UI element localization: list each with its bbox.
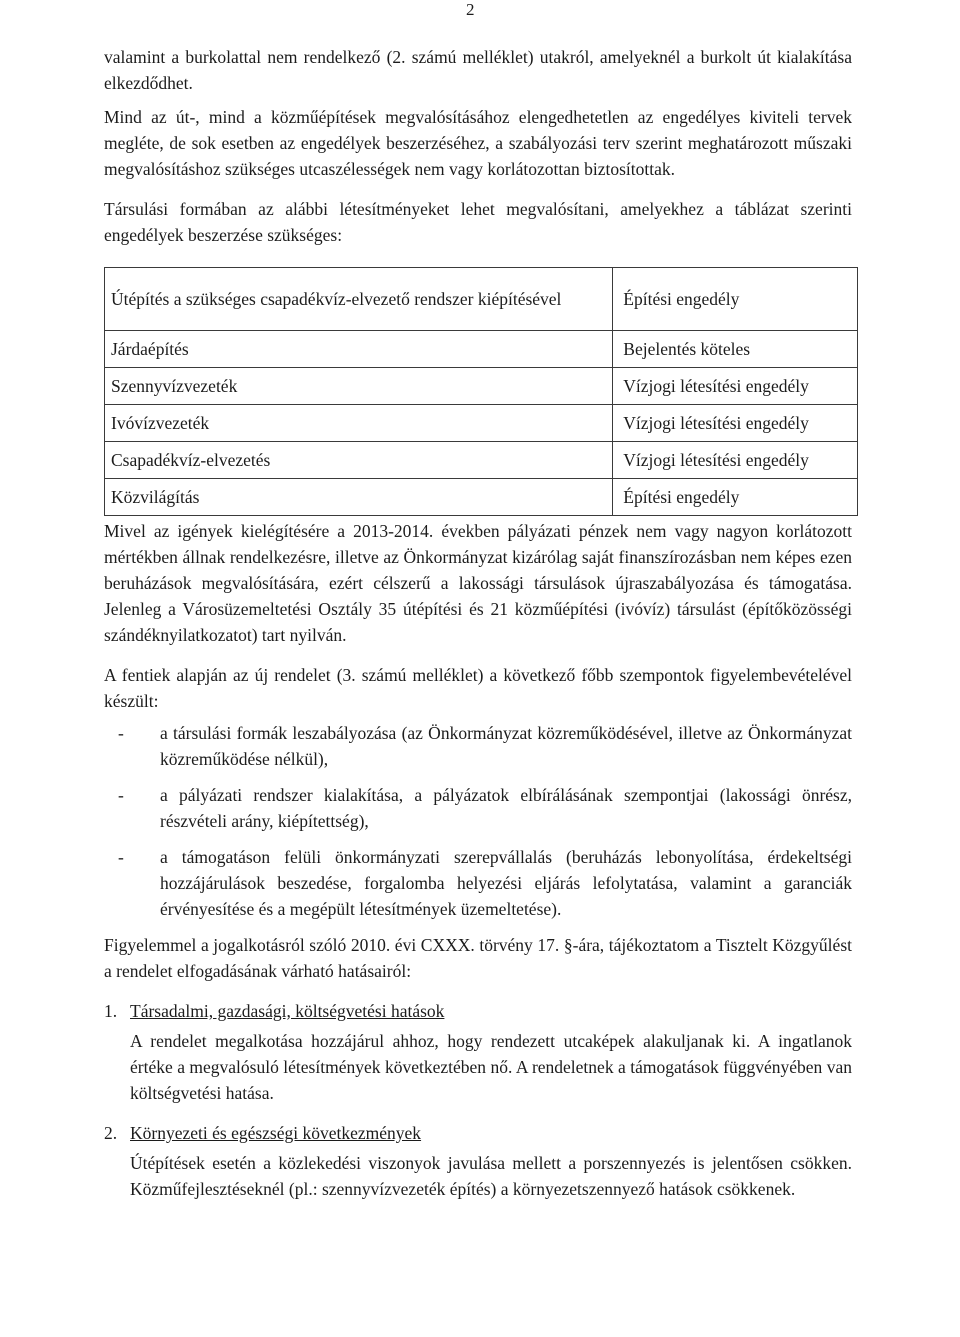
table-row <box>105 442 858 479</box>
list-item-text: a pályázati rendszer kialakítása, a pályázatok elbírálásának szempontjai (lakossági önrész, részvételi arány, kiépítettség), <box>160 785 852 831</box>
section-body: A rendelet megalkotása hozzájárul ahhoz, hogy rendezett utcaképek alakuljanak ki. A ingatlanok értéke a megvalósuló létesítmények következtében nő. A rendeletnek a támogatások függvényében van költségvetési hatása. <box>130 1031 852 1103</box>
permits-table <box>104 267 858 516</box>
table-cell-work: Közvilágítás <box>105 479 613 516</box>
paragraph-association-forms: Társulási formában az alábbi létesítményeket lehet megvalósítani, amelyekhez a táblázat szerinti engedélyek beszerzése szükséges: <box>104 199 852 245</box>
paragraph-new-regulation: A fentiek alapján az új rendelet (3. számú melléklet) a következő főbb szempontok figyelembevételével készült: <box>104 665 852 711</box>
paragraph-funding: Mivel az igények kielégítésére a 2013-2014. években pályázati pénzek nem vagy nagyon korlátozott mértékben állnak rendelkezésre, illetve az Önkormányzat kizárólag saját finanszírozásban nem képes ezen beruházások megvalósítására, ezért célszerű a lakossági társulások újraszabályozása és támogatása. Jelenleg a Városüzemeltetési Osztály 35 útépítési és 21 közműépítési (ivóvíz) társulást (építőközösségi szándéknyilatkozatot) tart nyilván. <box>104 521 852 645</box>
bullet-dash: - <box>118 785 124 805</box>
section-heading <box>104 998 852 1024</box>
table-row <box>105 268 858 331</box>
section-title: Környezeti és egészségi következmények <box>130 1123 422 1143</box>
table-row <box>105 405 858 442</box>
table-cell-work: Útépítés a szükséges csapadékvíz-elvezető rendszer kiépítésével <box>105 268 613 331</box>
section-environment-health <box>104 1120 852 1202</box>
section-number: 2. <box>104 1123 118 1143</box>
document-body <box>104 44 852 1202</box>
table-cell-permit: Vízjogi létesítési engedély <box>613 442 858 479</box>
table-cell-work: Ivóvízvezeték <box>105 405 613 442</box>
section-body: Útépítések esetén a közlekedési viszonyok javulása mellett a porszennyezés is jelentősen csökken. Közműfejlesztéseknél (pl.: szennyvízvezeték építés) a környezetszennyező hatások csökkenek. <box>130 1153 852 1199</box>
table-row <box>105 479 858 516</box>
table-cell-permit: Építési engedély <box>613 479 858 516</box>
table-cell-permit: Építési engedély <box>613 268 858 331</box>
list-item <box>104 844 852 922</box>
table-cell-work: Csapadékvíz-elvezetés <box>105 442 613 479</box>
table-cell-permit: Vízjogi létesítési engedély <box>613 405 858 442</box>
section-social-economic <box>104 998 852 1106</box>
bullet-dash: - <box>118 847 124 867</box>
list-item-text: a támogatáson felüli önkormányzati szerepvállalás (beruházás lebonyolítása, érdekeltségi hozzájárulások beszedése, forgalomba helyezési eljárás lefolytatása, valamint a garanciák érvényesítése és a megépült létesítmények üzemeltetése). <box>160 847 852 919</box>
list-item-text: a társulási formák leszabályozása (az Önkormányzat közreműködésével, illetve az Önkormányzat közreműködése nélkül), <box>160 723 852 769</box>
table-cell-work: Szennyvízvezeték <box>105 368 613 405</box>
bullet-dash: - <box>118 723 124 743</box>
list-item <box>104 782 852 834</box>
table-cell-permit: Vízjogi létesítési engedély <box>613 368 858 405</box>
paragraph-permits-issue: Mind az út-, mind a közműépítések megvalósításához elengedhetetlen az engedélyes kiviteli tervek megléte, de sok esetben az engedélyek beszerzéséhez, a szabályozási terv szerint meghatározott műszaki megvalósításhoz szükséges utcaszélességek nem vagy korlátozottan biztosítottak. <box>104 107 852 179</box>
aspects-list <box>104 720 852 922</box>
section-number: 1. <box>104 1001 118 1021</box>
table-cell-work: Járdaépítés <box>105 331 613 368</box>
table-row <box>105 331 858 368</box>
section-heading <box>104 1120 852 1146</box>
page-number: 2 <box>466 0 475 19</box>
paragraph-intro: valamint a burkolattal nem rendelkező (2. számú melléklet) utakról, amelyeknél a burkolt út kialakítása elkezdődhet. <box>104 47 852 93</box>
table-cell-permit: Bejelentés köteles <box>613 331 858 368</box>
table-row <box>105 368 858 405</box>
list-item <box>104 720 852 772</box>
section-title: Társadalmi, gazdasági, költségvetési hatások <box>130 1001 445 1021</box>
paragraph-legal-reference: Figyelemmel a jogalkotásról szóló 2010. évi CXXX. törvény 17. §-ára, tájékoztatom a Tisztelt Közgyűlést a rendelet elfogadásának várható hatásairól: <box>104 935 852 981</box>
